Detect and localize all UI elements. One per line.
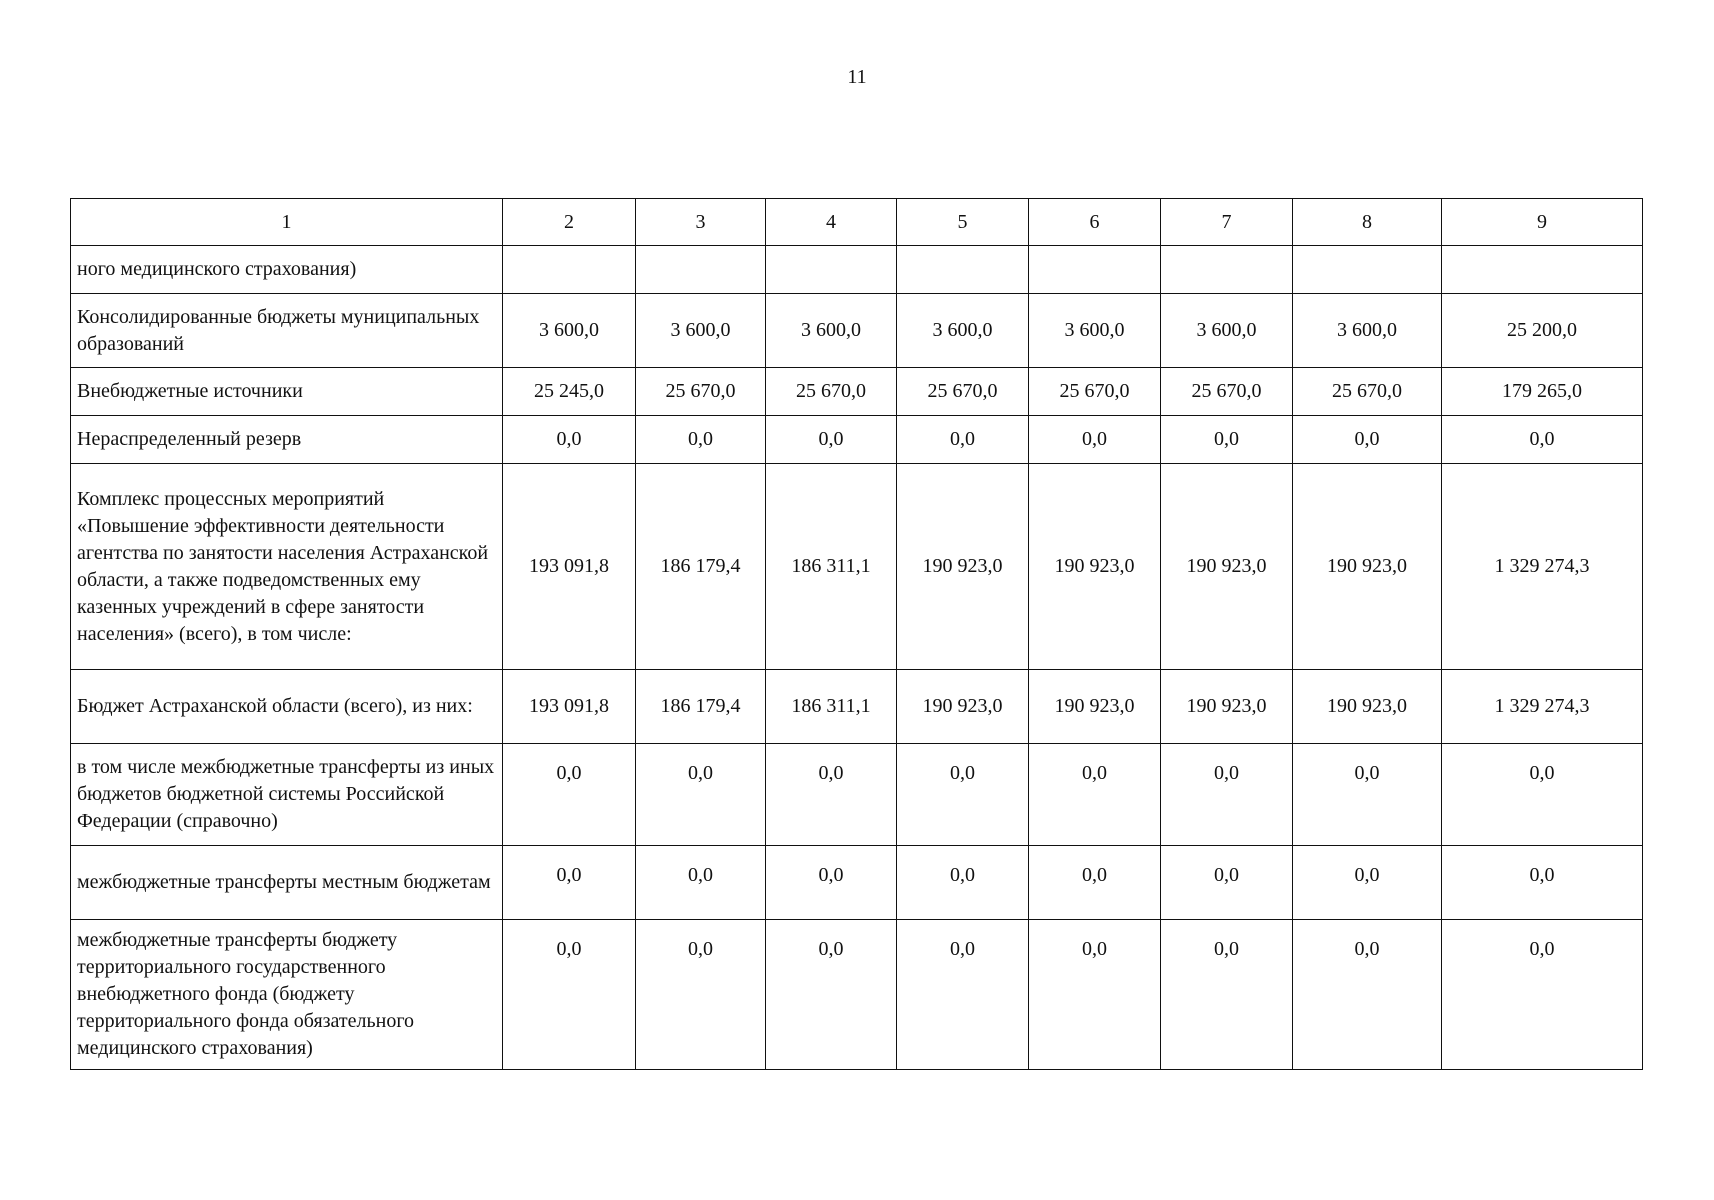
value-cell: 0,0 [766, 846, 897, 920]
column-number: 2 [503, 199, 636, 246]
value-cell: 25 670,0 [1029, 368, 1161, 416]
table-row [71, 670, 1643, 744]
value-cell: 0,0 [1029, 744, 1161, 846]
value-cell: 25 670,0 [1293, 368, 1442, 416]
column-number: 7 [1161, 199, 1293, 246]
value-cell: 0,0 [1029, 920, 1161, 1070]
value-cell [1029, 246, 1161, 294]
value-cell: 186 311,1 [766, 670, 897, 744]
value-cell: 0,0 [503, 846, 636, 920]
value-cell: 190 923,0 [897, 670, 1029, 744]
value-cell: 0,0 [1442, 920, 1643, 1070]
budget-table [70, 198, 1643, 1070]
value-cell: 25 670,0 [636, 368, 766, 416]
value-cell [1161, 246, 1293, 294]
value-cell: 0,0 [1161, 920, 1293, 1070]
row-label: межбюджетные трансферты местным бюджетам [71, 846, 503, 920]
table-row [71, 464, 1643, 670]
value-cell [1293, 246, 1442, 294]
value-cell: 190 923,0 [1293, 464, 1442, 670]
value-cell: 0,0 [1293, 920, 1442, 1070]
value-cell: 0,0 [503, 416, 636, 464]
value-cell: 190 923,0 [1029, 464, 1161, 670]
column-number: 5 [897, 199, 1029, 246]
column-number: 6 [1029, 199, 1161, 246]
value-cell: 0,0 [1029, 846, 1161, 920]
value-cell: 0,0 [636, 744, 766, 846]
value-cell: 193 091,8 [503, 464, 636, 670]
value-cell: 0,0 [1161, 846, 1293, 920]
value-cell: 3 600,0 [503, 294, 636, 368]
page-number: 11 [847, 66, 867, 88]
column-number: 4 [766, 199, 897, 246]
value-cell: 0,0 [1161, 744, 1293, 846]
value-cell: 0,0 [766, 416, 897, 464]
value-cell: 0,0 [1293, 846, 1442, 920]
value-cell: 190 923,0 [1161, 464, 1293, 670]
value-cell: 190 923,0 [897, 464, 1029, 670]
value-cell: 190 923,0 [1029, 670, 1161, 744]
value-cell: 0,0 [636, 846, 766, 920]
value-cell: 0,0 [1442, 744, 1643, 846]
value-cell [503, 246, 636, 294]
value-cell: 0,0 [1442, 846, 1643, 920]
value-cell: 186 179,4 [636, 464, 766, 670]
value-cell: 0,0 [636, 920, 766, 1070]
value-cell: 1 329 274,3 [1442, 464, 1643, 670]
value-cell: 190 923,0 [1293, 670, 1442, 744]
row-label: межбюджетные трансферты бюджету территориального государственного внебюджетного фонда (бюджету территориального фонда обязательного медицинского страхования) [71, 920, 503, 1070]
row-label: в том числе межбюджетные трансферты из иных бюджетов бюджетной системы Российской Федерации (справочно) [71, 744, 503, 846]
value-cell: 186 311,1 [766, 464, 897, 670]
value-cell: 0,0 [897, 846, 1029, 920]
column-number: 3 [636, 199, 766, 246]
column-number: 1 [71, 199, 503, 246]
value-cell: 0,0 [636, 416, 766, 464]
value-cell: 0,0 [1161, 416, 1293, 464]
value-cell: 1 329 274,3 [1442, 670, 1643, 744]
table-row [71, 846, 1643, 920]
value-cell: 0,0 [1293, 416, 1442, 464]
value-cell [636, 246, 766, 294]
value-cell: 0,0 [503, 744, 636, 846]
row-label: Бюджет Астраханской области (всего), из них: [71, 670, 503, 744]
column-number: 9 [1442, 199, 1643, 246]
value-cell: 0,0 [1293, 744, 1442, 846]
value-cell: 3 600,0 [1293, 294, 1442, 368]
table-row [71, 294, 1643, 368]
value-cell: 3 600,0 [897, 294, 1029, 368]
value-cell: 3 600,0 [1161, 294, 1293, 368]
table-row [71, 744, 1643, 846]
value-cell: 3 600,0 [766, 294, 897, 368]
value-cell: 0,0 [503, 920, 636, 1070]
row-label: Внебюджетные источники [71, 368, 503, 416]
value-cell: 25 200,0 [1442, 294, 1643, 368]
value-cell [1442, 246, 1643, 294]
table-row [71, 246, 1643, 294]
value-cell [766, 246, 897, 294]
table-row [71, 920, 1643, 1070]
value-cell: 0,0 [1442, 416, 1643, 464]
value-cell: 25 670,0 [1161, 368, 1293, 416]
value-cell: 0,0 [766, 744, 897, 846]
value-cell: 0,0 [766, 920, 897, 1070]
row-label: Комплекс процессных мероприятий «Повышение эффективности деятельности агентства по занятости населения Астраханской области, а также подведомственных ему казенных учреждений в сфере занятости населения» (всего), в том числе: [71, 464, 503, 670]
value-cell: 179 265,0 [1442, 368, 1643, 416]
value-cell [897, 246, 1029, 294]
value-cell: 186 179,4 [636, 670, 766, 744]
row-label: ного медицинского страхования) [71, 246, 503, 294]
value-cell: 3 600,0 [1029, 294, 1161, 368]
table-row [71, 416, 1643, 464]
column-number: 8 [1293, 199, 1442, 246]
row-label: Консолидированные бюджеты муниципальных образований [71, 294, 503, 368]
row-label: Нераспределенный резерв [71, 416, 503, 464]
value-cell: 0,0 [897, 920, 1029, 1070]
value-cell: 0,0 [897, 744, 1029, 846]
value-cell: 25 245,0 [503, 368, 636, 416]
value-cell: 3 600,0 [636, 294, 766, 368]
table-row [71, 368, 1643, 416]
value-cell: 193 091,8 [503, 670, 636, 744]
value-cell: 25 670,0 [897, 368, 1029, 416]
value-cell: 25 670,0 [766, 368, 897, 416]
value-cell: 190 923,0 [1161, 670, 1293, 744]
value-cell: 0,0 [897, 416, 1029, 464]
value-cell: 0,0 [1029, 416, 1161, 464]
column-number-row [71, 199, 1643, 246]
